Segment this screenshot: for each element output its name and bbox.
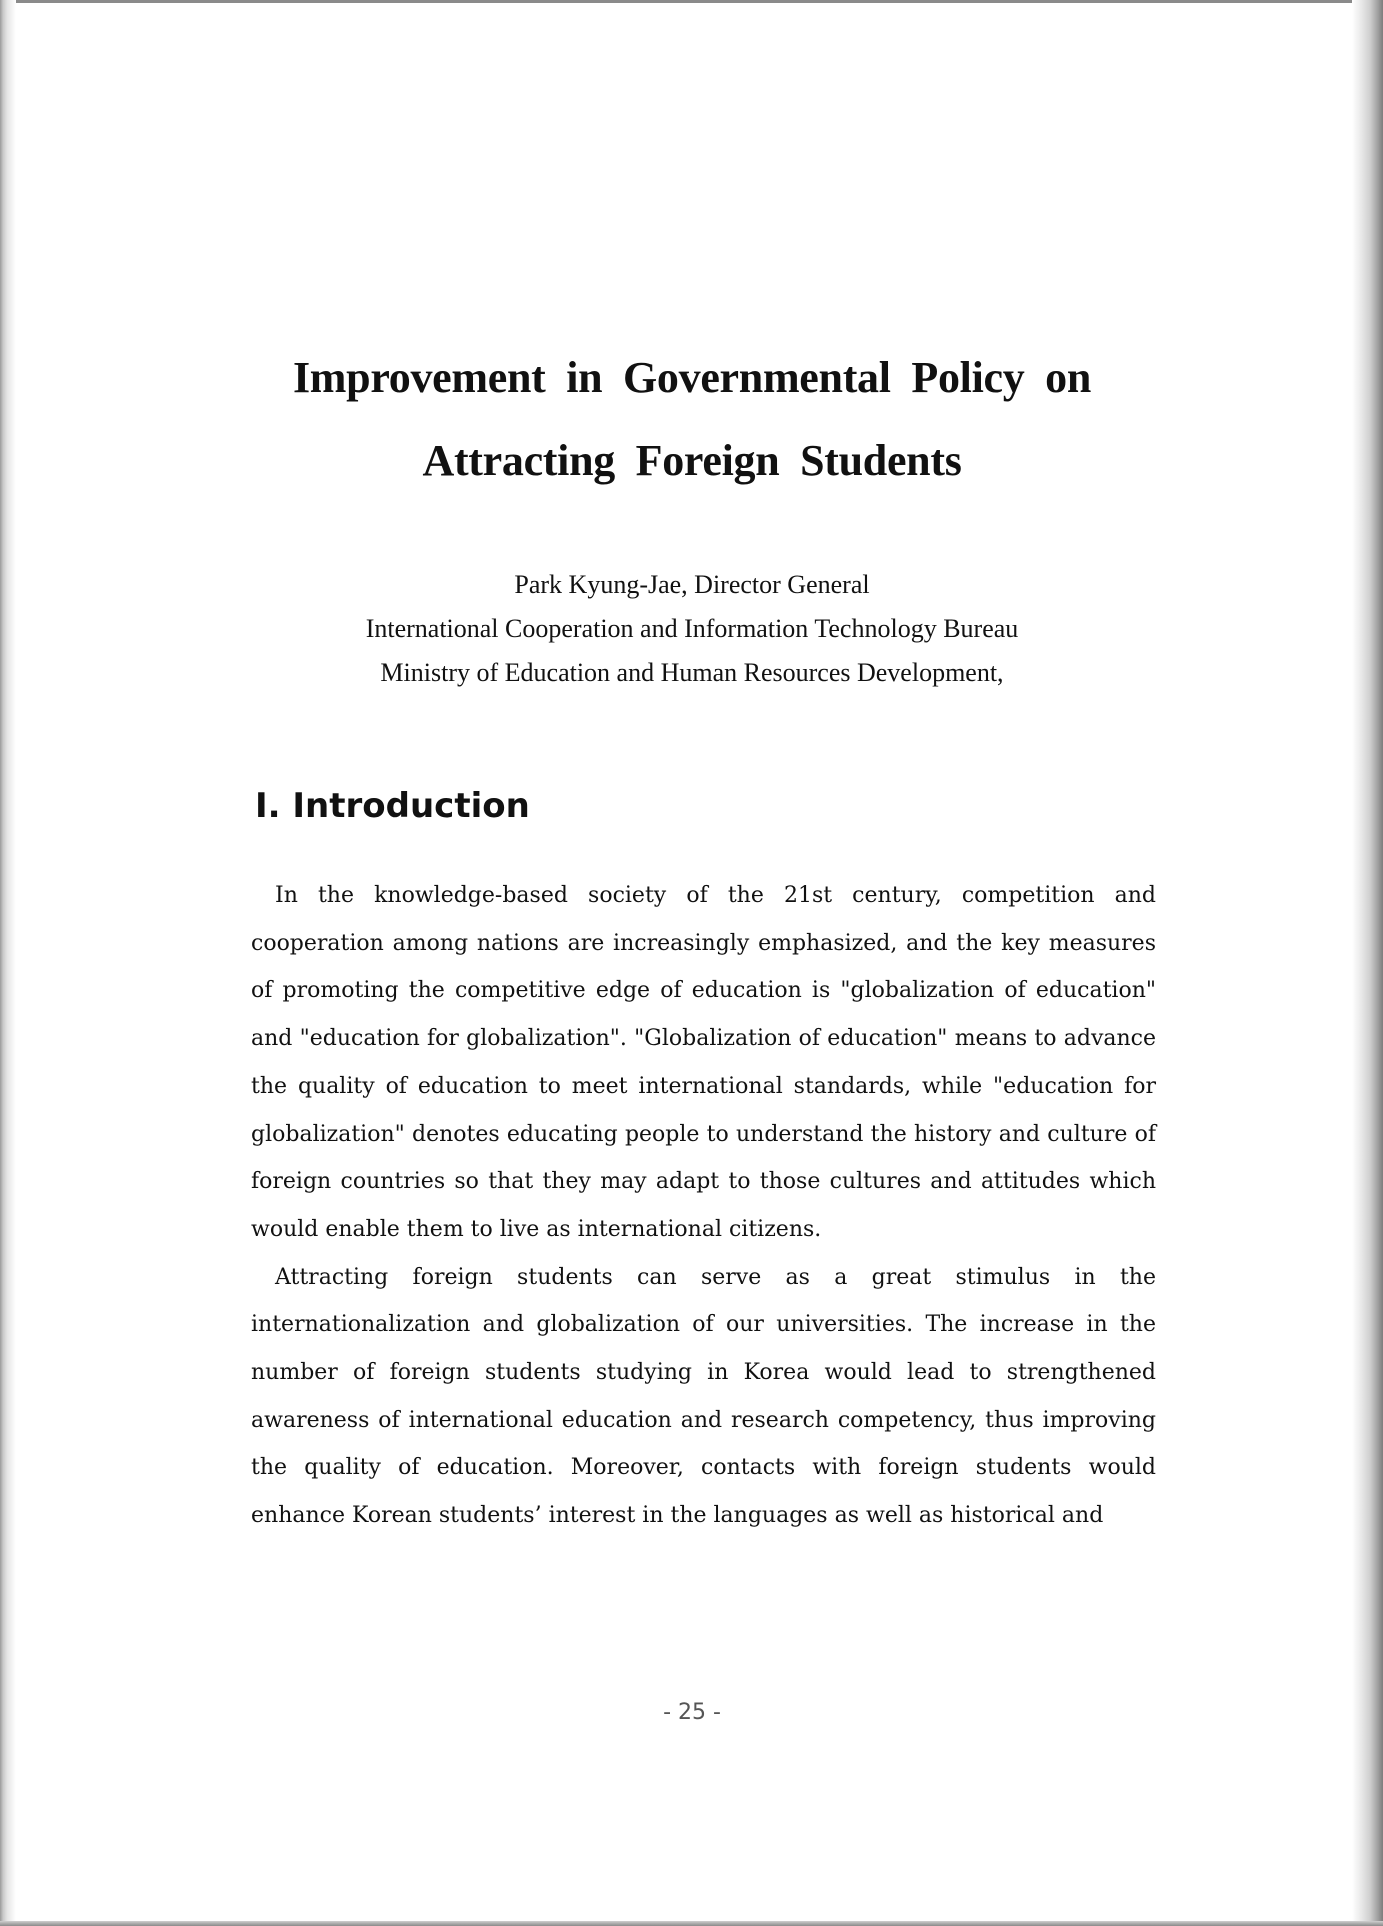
document-title-line-1: Improvement in Governmental Policy on <box>292 353 1092 402</box>
body-text <box>251 872 1156 1540</box>
page-top-edge <box>0 0 1383 3</box>
author-ministry: Ministry of Education and Human Resources Development, <box>380 658 1004 687</box>
author-name: Park Kyung-Jae, Director General <box>514 570 870 599</box>
author-bureau: International Cooperation and Information Technology Bureau <box>365 614 1019 643</box>
paragraph-2: Attracting foreign students can serve as a great stimulus in the internationalization and globalization of our universities. The increase in the number of foreign students studying in Korea would lead to strengthened awareness of international education and research competency, thus improving the quality of education. Moreover, contacts with foreign students would enhance Korean students’ interest in the languages as well as historical and <box>251 1264 1156 1529</box>
page-right-shadow <box>1352 0 1383 1926</box>
page-bottom-edge <box>0 1921 1383 1926</box>
page-number: - 25 - <box>663 1700 721 1725</box>
page-left-edge <box>0 0 16 1926</box>
paragraph-1: In the knowledge-based society of the 21st century, competition and cooperation among nations are increasingly emphasized, and the key measures of promoting the competitive edge of education is "globalization of education" and "education for globalization". "Globalization of education" means to advance the quality of education to meet international standards, while "education for globalization" denotes educating people to understand the history and culture of foreign countries so that they may adapt to those cultures and attitudes which would enable them to live as international citizens. <box>251 883 1156 1242</box>
section-heading-introduction: Ⅰ. Introduction <box>255 786 530 826</box>
document-title-line-2: Attracting Foreign Students <box>422 436 962 485</box>
